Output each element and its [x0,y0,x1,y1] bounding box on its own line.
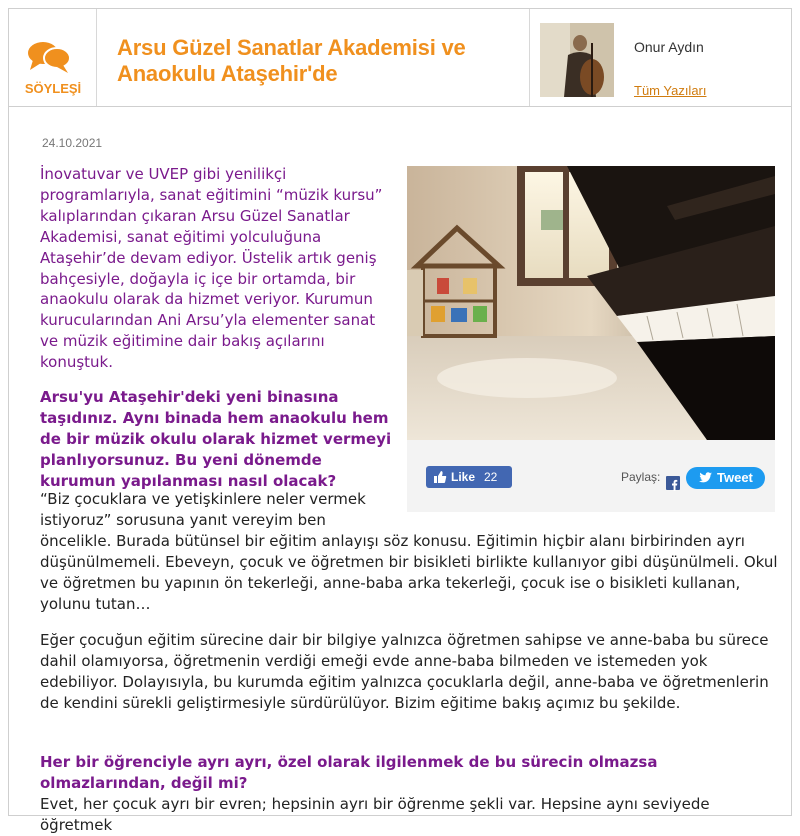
article-photo[interactable] [407,166,775,440]
answer-1-paragraph-2: Eğer çocuğun eğitim sürecine dair bir bilgiye yalnızca öğretmen sahipse ve anne-baba bu sürece dahil olamıyorsa, öğretmenin verdiği emeği evde anne-baba bilmeden ve istemeden yok edebiliyor. Dolayısıyla, bu kurumda eğitim yalnızca çocuklarla değil, anne-baba ve öğretmenlerin de kendini sürekli geliştirmesiyle sürdürülüyor. Bizim eğitime bakış açımız bu şekilde. [40,631,769,712]
tweet-label: Tweet [717,470,753,485]
piano-room-image [407,166,775,440]
twitter-bird-icon [699,472,712,484]
answer-1-start: “Biz çocuklara ve yetişkinlere neler vermek istiyoruz” sorusuna yanıt vereyim ben [40,490,366,529]
all-posts-link[interactable]: Tüm Yazıları [634,83,707,98]
like-label: Like [451,470,476,484]
question-1: Arsu'yu Ataşehir'deki yeni binasına taşıdınız. Aynı binada hem anaokulu hem de bir müzik okulu olarak hizmet vermeyi planlıyorsunuz. Bu yeni dönemde kurumun yapılanması nasıl olacak? [40,388,392,490]
category-label: SÖYLEŞİ [24,81,82,96]
facebook-f-icon [666,477,680,491]
article-title: Arsu Güzel Sanatlar Akademisi ve Anaokulu Ataşehir'de [117,35,466,86]
share-label: Paylaş: [621,470,661,484]
social-share-bar [407,440,775,512]
publish-date: 24.10.2021 [42,136,103,150]
author-name[interactable]: Onur Aydın [634,39,704,55]
article-intro: İnovatuvar ve UVEP gibi yenilikçi programlarıyla, sanat eğitimini “müzik kursu” kalıplarından çıkaran Arsu Güzel Sanatlar Akademisi, sanat eğitimi yolculuğuna Ataşehir’de devam ediyor. Üstelik artık geniş bahçesiyle, doğayla iç içe bir ortamda, bir anaokulu olarak da hizmet veriyor. Kurumun kurucularından Ani Arsu’yla elementer sanat ve müzik eğitimine dair bakış açılarını konuştuk. [40,165,383,372]
author-block [529,9,793,107]
question-2: Her bir öğrenciyle ayrı ayrı, özel olarak ilgilenmek de bu sürecin olmazsa olmazlarından, değil mi? [40,753,658,792]
author-photo [540,23,614,97]
answer-1-continued: öncelikle. Burada bütünsel bir eğitim anlayışı söz konusu. Eğitimin hiçbir alanı birbirinden ayrı düşünülmemeli. Ebeveyn, çocuk ve öğretmen bir bisikleti birlikte kullanıyor gibi düşünülmeli. Okul ve öğretmen bu yapının ön tekerleği, anne-baba arka tekerleği, çocuk ise o bisikleti kullanan, yolunu tutan… [40,532,778,613]
speech-bubbles-icon [27,39,71,75]
like-count: 22 [484,470,498,484]
thumbs-up-icon [433,470,447,484]
facebook-share-icon[interactable] [666,476,680,490]
category-block[interactable] [9,9,97,107]
answer-2: Evet, her çocuk ayrı bir evren; hepsinin ayrı bir öğrenme şekli var. Hepsine aynı seviyede öğretmek [40,795,710,834]
article-header [8,8,792,106]
author-avatar[interactable] [540,23,614,97]
facebook-like-button[interactable] [426,466,512,488]
tweet-button[interactable] [686,467,765,489]
